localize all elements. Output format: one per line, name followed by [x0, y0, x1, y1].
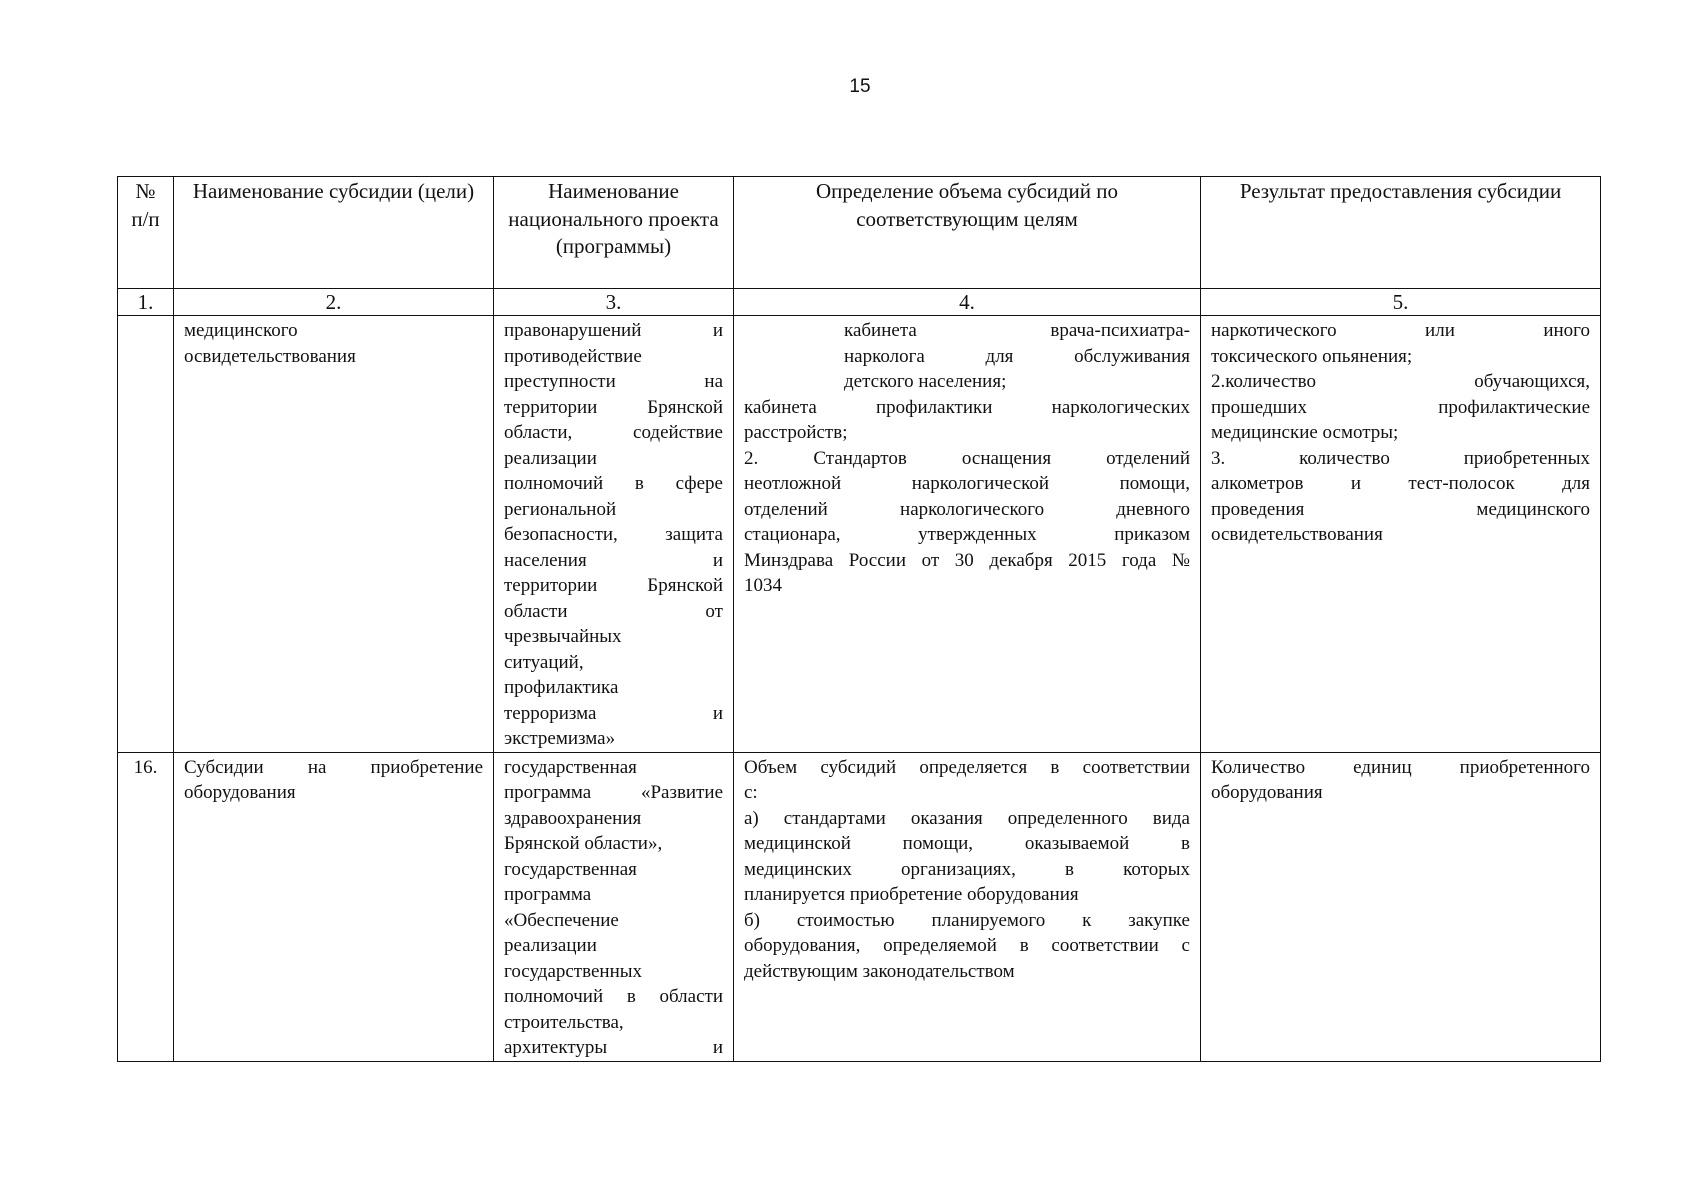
- cell-text-line: чрезвычайных: [504, 626, 622, 647]
- cell-text-line: реализации: [504, 447, 597, 469]
- cell-text-line: планируется приобретение оборудования: [744, 884, 1079, 905]
- table-row-16: [118, 752, 1601, 1061]
- cell-text-line: преступности на: [504, 371, 723, 392]
- cell-text-line: территории Брянской: [504, 396, 723, 418]
- cell-text-line: Количество единиц приобретенного: [1211, 756, 1590, 778]
- cell-text-line: медицинской помощи, оказываемой в: [744, 833, 1190, 854]
- cell-text-line: стационара, утвержденных приказом: [744, 524, 1190, 545]
- table-row-continuation: [118, 316, 1601, 753]
- cell-text-line: кабинета врача-психиатра-: [844, 320, 1190, 341]
- cell-text-line: с:: [744, 782, 758, 803]
- cell-text-line: 2.количество обучающихся,: [1211, 371, 1590, 392]
- cell-text-line: действующим законодательством: [744, 960, 1015, 982]
- cell-text-line: прошедших профилактические: [1211, 396, 1590, 418]
- cell-text-line: здравоохранения: [504, 807, 642, 829]
- cell-text-line: ситуаций,: [504, 651, 584, 673]
- cell-text-line: оборудования: [1211, 782, 1323, 803]
- cell-text-line: противодействие: [504, 345, 642, 367]
- project-name-cell: [494, 316, 734, 753]
- cell-text-line: кабинета профилактики наркологических: [744, 396, 1190, 418]
- result-cell: [1201, 752, 1601, 1061]
- cell-text-line: программа: [504, 884, 592, 905]
- cell-text-line: государственная: [504, 858, 637, 880]
- cell-text-line: экстремизма»: [504, 728, 616, 749]
- cell-text-line: детского населения;: [844, 371, 1007, 392]
- table-header-row: [118, 177, 1601, 289]
- cell-text-line: а) стандартами оказания определенного вида: [744, 807, 1190, 829]
- cell-text-line: медицинские осмотры;: [1211, 422, 1399, 443]
- cell-text-line: реализации: [504, 935, 597, 956]
- cell-text-line: программа «Развитие: [504, 782, 723, 803]
- column-number: 1.: [118, 289, 174, 316]
- row-num-cell: 16.: [118, 752, 174, 1061]
- result-cell: [1201, 316, 1601, 753]
- header-num: № п/п: [118, 177, 174, 289]
- column-number: 2.: [174, 289, 494, 316]
- column-numbering-row: [118, 289, 1601, 316]
- subsidy-name-cell: [174, 316, 494, 753]
- cell-text-line: 3. количество приобретенных: [1211, 447, 1590, 469]
- cell-text-line: оборудования, определяемой в соответствии с: [744, 935, 1190, 956]
- column-number: 5.: [1201, 289, 1601, 316]
- cell-text-line: области, содействие: [504, 422, 723, 443]
- cell-text-line: Объем субсидий определяется в соответствии: [744, 756, 1190, 778]
- cell-text-line: «Обеспечение: [504, 909, 619, 931]
- cell-text-line: наркотического или иного: [1211, 320, 1590, 341]
- cell-text-line: безопасности, защита: [504, 524, 723, 545]
- header-project-name: Наименование национального проекта (программы): [494, 177, 734, 289]
- subsidy-table: [117, 176, 1601, 1062]
- cell-text-line: токсического опьянения;: [1211, 345, 1413, 367]
- row-num-cell: [118, 316, 174, 753]
- cell-text-line: строительства,: [504, 1011, 624, 1033]
- cell-text-line: терроризма и: [504, 702, 723, 724]
- cell-text-line: неотложной наркологической помощи,: [744, 473, 1190, 494]
- cell-text-line: полномочий в области: [504, 986, 723, 1007]
- cell-text-line: государственная: [504, 756, 637, 778]
- cell-text-line: расстройств;: [744, 422, 848, 443]
- project-name-cell: [494, 752, 734, 1061]
- cell-text-line: населения и: [504, 549, 723, 571]
- cell-text-line: архитектуры и: [504, 1037, 723, 1058]
- cell-text-line: полномочий в сфере: [504, 473, 723, 494]
- cell-text-line: территории Брянской: [504, 575, 723, 596]
- cell-text-line: оборудования: [184, 782, 296, 803]
- cell-text-line: 1034: [744, 575, 782, 596]
- cell-text-line: освидетельствования: [184, 345, 356, 367]
- cell-text-line: правонарушений и: [504, 320, 723, 341]
- cell-text-line: проведения медицинского: [1211, 498, 1590, 520]
- header-result: Результат предоставления субсидии: [1201, 177, 1601, 289]
- column-number: 3.: [494, 289, 734, 316]
- cell-text-line: медицинских организациях, в которых: [744, 858, 1190, 880]
- subsidy-name-cell: [174, 752, 494, 1061]
- cell-text-line: Брянской области»,: [504, 833, 663, 854]
- cell-text-line: 2. Стандартов оснащения отделений: [744, 447, 1190, 469]
- cell-text-line: освидетельствования: [1211, 524, 1383, 545]
- cell-text-line: Субсидии на приобретение: [184, 756, 483, 778]
- cell-text-line: нарколога для обслуживания: [844, 345, 1190, 367]
- cell-text-line: отделений наркологического дневного: [744, 498, 1190, 520]
- header-subsidy-name: Наименование субсидии (цели): [174, 177, 494, 289]
- cell-text-line: региональной: [504, 498, 617, 520]
- cell-text-line: профилактика: [504, 677, 619, 698]
- page-number: 15: [849, 76, 871, 97]
- cell-text-line: области от: [504, 600, 723, 622]
- header-volume: Определение объема субсидий по соответствующим целям: [734, 177, 1201, 289]
- cell-text-line: медицинского: [184, 320, 298, 341]
- cell-text-line: алкометров и тест-полосок для: [1211, 473, 1590, 494]
- volume-cell: [734, 316, 1201, 753]
- cell-text-line: б) стоимостью планируемого к закупке: [744, 909, 1190, 931]
- volume-cell: [734, 752, 1201, 1061]
- column-number: 4.: [734, 289, 1201, 316]
- cell-text-line: Минздрава России от 30 декабря 2015 года №: [744, 549, 1190, 571]
- cell-text-line: государственных: [504, 960, 643, 982]
